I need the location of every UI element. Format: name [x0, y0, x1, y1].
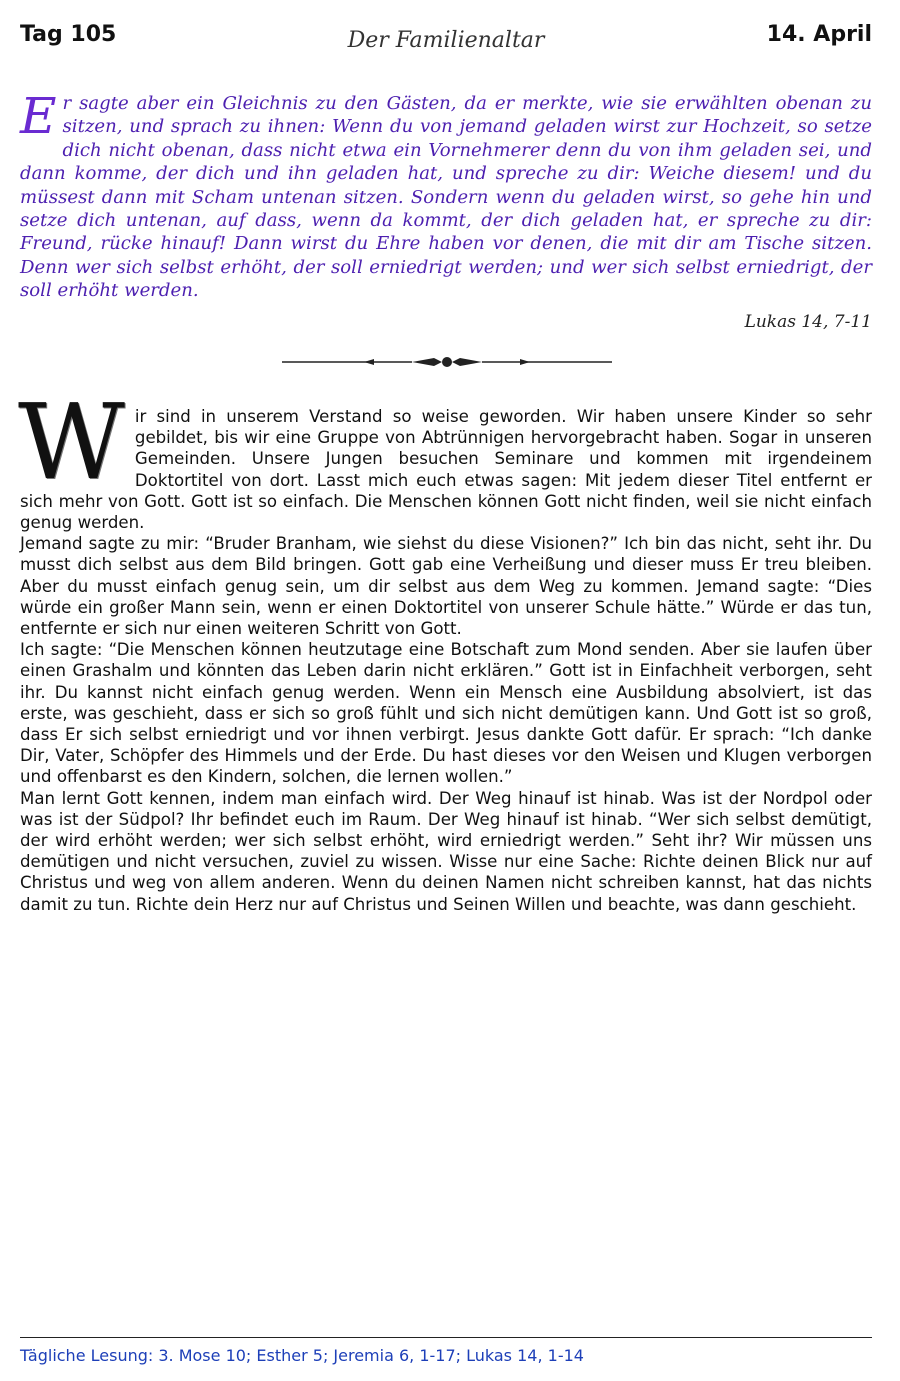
page-date: 14. April [766, 22, 872, 47]
body-dropcap: W [18, 381, 125, 503]
decorative-divider-icon [282, 352, 612, 372]
body-paragraph [18, 381, 872, 533]
body-paragraph: Man lernt Gott kennen, indem man einfach wird. Der Weg hinauf ist hinab. Was ist der Nordpol oder was ist der Südpol? Ihr befindet euch im Raum. Der Weg hinauf ist hinab. “Wer sich selbst demütigt, der wird erhöht werden; wer sich selbst erhöht, wird erniedrigt werden.” Seht ihr? Wir müssen uns demütigen und nicht versuchen, zuviel zu wissen. Wisse nur eine Sache: Richte deinen Blick nur auf Christus und weg von allem anderen. Wenn du deinen Namen nicht schreiben kannst, hat das nichts damit zu tun. Richte dein Herz nur auf Christus und Seinen Willen und beachte, was dann geschieht. [20, 788, 872, 914]
body-paragraph: Jemand sagte zu mir: “Bruder Branham, wie siehst du diese Visionen?” Ich bin das nicht, seht ihr. Du musst dich selbst aus dem Bild bringen. Gott gab eine Verheißung und dieser muss Er treu bleiben. Aber du musst einfach genug sein, um dir selbst aus dem Weg zu kommen. Jemand sagte: “Dies würde ein großer Mann sein, wenn er einen Doktortitel von unserer Schule hätte.” Würde er das tun, entfernte er sich nur einen weiteren Schritt von Gott. [20, 534, 872, 639]
footer-divider [20, 1337, 872, 1338]
book-title: Der Familienaltar [347, 28, 545, 53]
scripture-text: r sagte aber ein Gleichnis zu den Gästen, da er merkte, wie sie erwählten obenan zu sitzen, und sprach zu ihnen: Wenn du von jemand geladen wirst zur Hochzeit, so setze dich nicht obenan, dass nicht etwa ein Vornehmerer denn du von ihm geladen sei, und dann komme, der dich und ihn geladen hat, und spreche zu dir: Weiche diesem! und du müssest dann mit Scham untenan sitzen. Sondern wenn du geladen wirst, so gehe hin und setze dich untenan, auf dass, wenn da kommt, der dich geladen hat, er spreche zu dir: Freund, rücke hinauf! Dann wirst du Ehre haben vor denen, die mit dir am Tische sitzen. Denn wer sich selbst erhöht, der soll erniedrigt werden; und wer sich selbst erniedrigt, der soll erhöht werden. [20, 93, 872, 302]
daily-reading: Tägliche Lesung: 3. Mose 10; Esther 5; Jeremia 6, 1-17; Lukas 14, 1-14 [20, 1346, 584, 1365]
day-number: Tag 105 [20, 22, 117, 47]
body-paragraph: Ich sagte: “Die Menschen können heutzutage eine Botschaft zum Mond senden. Aber sie laufen über einen Grashalm und könnten das Leben darin nicht erklären.” Gott ist in Einfachheit verborgen, seht ihr. Du kannst nicht einfach genug werden. Wenn ein Mensch eine Ausbildung absolviert, ist das erste, was geschieht, dass er sich so groß fühlt und sich nicht demütigen kann. Und Gott ist so groß, dass Er sich selbst erniedrigt und vor ihnen verbirgt. Jesus dankte Gott dafür. Er sprach: “Ich danke Dir, Vater, Schöpfer des Himmels und der Erde. Du hast dieses vor den Weisen und Klugen verborgen und offenbarst es den Kindern, solchen, die lernen wollen.” [20, 640, 872, 787]
page-header [20, 18, 872, 58]
scripture-reference: Lukas 14, 7-11 [744, 312, 872, 332]
scripture-passage [20, 87, 872, 303]
scripture-initial: E [20, 87, 57, 145]
body-paragraph-text: ir sind in unserem Verstand so weise geworden. Wir haben unsere Kinder so sehr gebildet, bis wir eine Gruppe von Abtrünnigen hervorgebracht haben. Sogar in unseren Gemeinden. Unsere Jungen besuchen Seminare und kommen mit irgendeinem Doktortitel von dort. Lasst mich euch etwas sagen: Mit jedem dieser Titel entfernt er sich mehr von Gott. Gott ist so einfach. Die Menschen können Gott nicht finden, weil sie nicht einfach genug werden. [20, 407, 872, 533]
devotional-body [18, 381, 872, 915]
